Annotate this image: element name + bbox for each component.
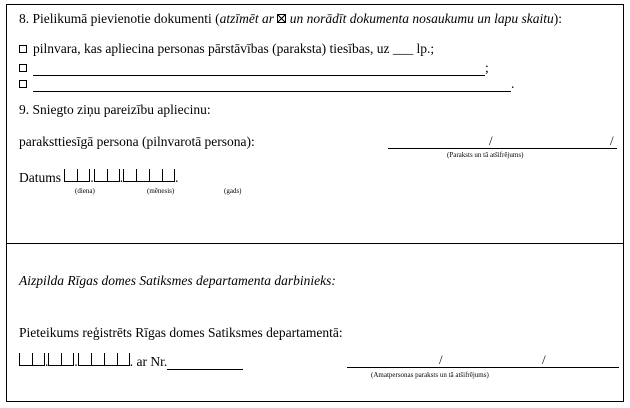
section-8-title-italic-2: un norādīt dokumenta nosaukumu un lapu skaitu xyxy=(286,11,554,26)
date-period: . xyxy=(175,170,179,185)
office-signature-slash-left: / xyxy=(439,352,443,367)
office-date-day-boxes[interactable] xyxy=(19,353,45,370)
date-label: Datums xyxy=(19,170,61,185)
office-date-dot-1: . xyxy=(45,354,49,369)
checkbox-icon[interactable] xyxy=(19,80,27,88)
attachment-item-3[interactable] xyxy=(19,76,514,92)
signer-label: paraksttiesīgā persona (pilnvarotā persona): xyxy=(19,134,255,149)
office-nr-input[interactable] xyxy=(167,358,243,370)
office-signature-line[interactable] xyxy=(347,367,619,368)
checkbox-marked-icon xyxy=(277,14,286,23)
section-8-heading xyxy=(19,11,562,27)
form-border xyxy=(6,4,624,402)
date-dot-1: . xyxy=(90,170,94,185)
signature-caption: (Paraksts un tā atšifrējums) xyxy=(447,151,524,159)
date-day-boxes[interactable] xyxy=(64,169,90,186)
office-date-row[interactable] xyxy=(19,353,243,370)
date-caption-month: (mēnesis) xyxy=(147,187,175,195)
date-month-boxes[interactable] xyxy=(94,169,120,186)
checkbox-icon[interactable] xyxy=(19,64,27,72)
section-8-title-italic: atzīmēt ar xyxy=(219,11,274,26)
section-8-title-end: ): xyxy=(553,11,562,26)
date-row[interactable] xyxy=(19,169,179,186)
office-date-year-boxes[interactable] xyxy=(78,353,130,370)
signature-line[interactable] xyxy=(388,148,617,149)
attachment-item-3-label: . xyxy=(511,76,515,91)
date-caption-year: (gads) xyxy=(224,187,242,195)
section-8-number: 8. xyxy=(19,11,30,26)
date-year-boxes[interactable] xyxy=(123,169,175,186)
attachment-item-3-blank-line[interactable] xyxy=(33,80,511,92)
date-caption-day: (diena) xyxy=(75,187,95,195)
office-date-dot-2: . xyxy=(74,354,78,369)
attachment-item-2-label: ; xyxy=(485,60,489,75)
section-divider xyxy=(7,243,623,244)
section-9-heading xyxy=(19,102,211,118)
signature-slash-left: / xyxy=(489,133,493,148)
office-signature-slash-right: / xyxy=(542,352,546,367)
office-signature-caption: (Amatpersonas paraksts un tā atšifrējums) xyxy=(371,371,489,379)
office-nr-label: . ar Nr. xyxy=(129,354,168,369)
section-8-title-plain: Pielikumā pievienotie dokumenti ( xyxy=(32,11,220,26)
checkbox-icon[interactable] xyxy=(19,45,27,53)
section-9-title: Sniegto ziņu pareizību apliecinu: xyxy=(32,102,211,117)
attachment-item-2[interactable] xyxy=(19,60,489,76)
office-heading: Aizpilda Rīgas domes Satiksmes departamenta darbinieks: xyxy=(19,273,336,288)
form-content xyxy=(7,5,623,401)
date-dot-2: . xyxy=(119,170,124,185)
attachment-item-1-label: pilnvara, kas apliecina personas pārstāvības (paraksta) tiesības, uz ___ lp.; xyxy=(33,41,435,56)
section-9-number: 9. xyxy=(19,102,30,117)
signature-slash-right: / xyxy=(610,133,614,148)
office-date-month-boxes[interactable] xyxy=(48,353,74,370)
attachment-item-1[interactable] xyxy=(19,41,434,57)
office-registered-line: Pieteikums reģistrēts Rīgas domes Satiksmes departamentā: xyxy=(19,325,343,340)
attachment-item-2-blank-line[interactable] xyxy=(33,64,485,76)
